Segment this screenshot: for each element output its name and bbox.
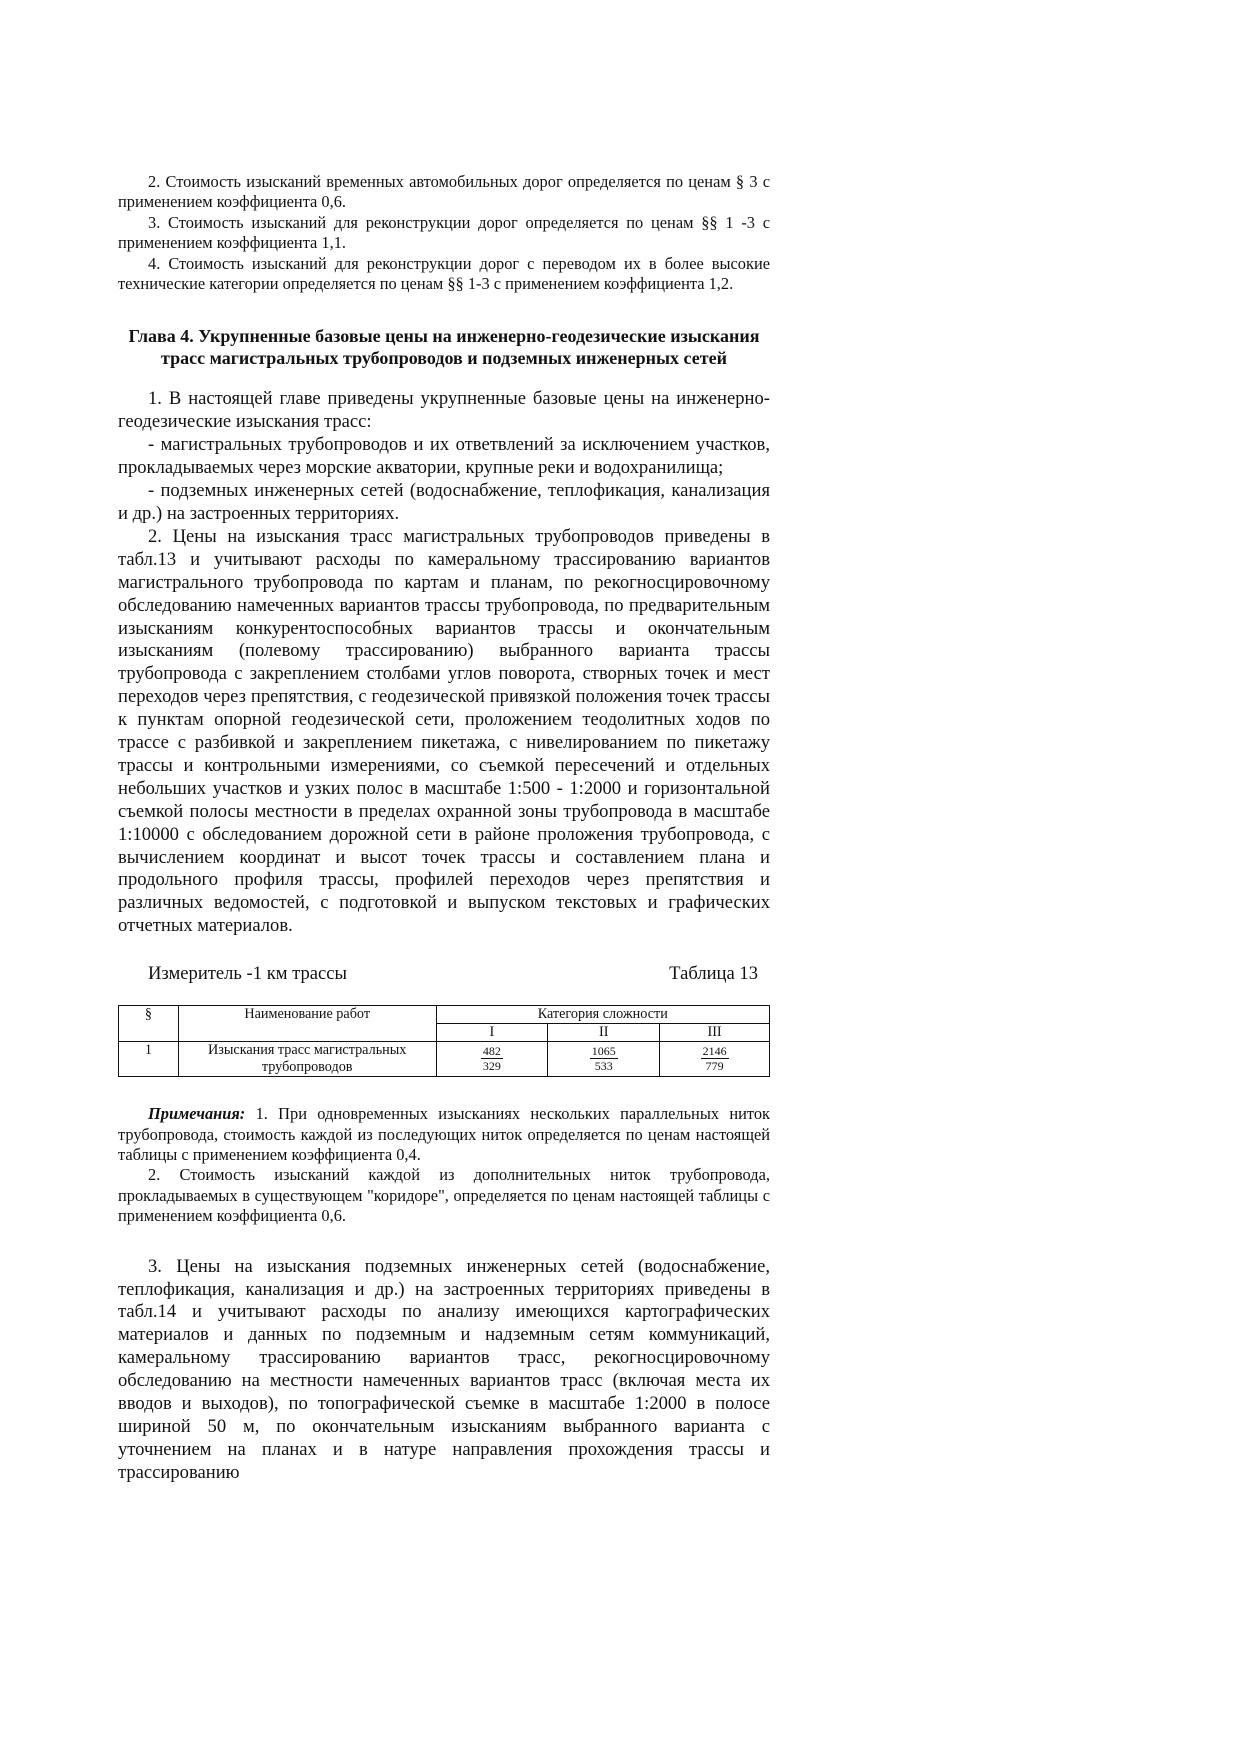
- price-denominator: 779: [705, 1059, 724, 1074]
- body-paragraph: - магистральных трубопроводов и их ответвлений за исключением участков, прокладываемых через морские акватории, крупные реки и водохранилища;: [118, 434, 770, 479]
- header-cat-1: I: [436, 1024, 548, 1042]
- note-paragraph: [118, 1104, 770, 1165]
- price-numerator: 1065: [591, 1044, 616, 1059]
- price-cat-1: [436, 1042, 548, 1077]
- intro-paragraph: 3. Стоимость изысканий для реконструкции дорог определяется по ценам §§ 1 -3 с применением коэффициента 1,1.: [118, 212, 770, 253]
- note-paragraph: 2. Стоимость изысканий каждой из дополнительных ниток трубопровода, прокладываемых в существующем "коридоре", определяется по ценам настоящей таблицы с применением коэффициента 0,6.: [118, 1165, 770, 1226]
- chapter-body: [118, 388, 770, 938]
- price-fraction: [590, 1042, 618, 1073]
- chapter-title: Глава 4. Укрупненные базовые цены на инженерно-геодезические изыскания трасс магистральных трубопроводов и подземных инженерных сетей: [128, 326, 760, 369]
- row-number: 1: [119, 1042, 179, 1077]
- note-text: 1. При одновременных изысканиях нескольких параллельных ниток трубопровода, стоимость каждой из последующих ниток определяется по ценам настоящей таблицы с применением коэффициента 0,4.: [118, 1104, 770, 1164]
- row-work-name: Изыскания трасс магистральных трубопроводов: [178, 1042, 436, 1077]
- price-table: [118, 1005, 770, 1077]
- intro-paragraph: 4. Стоимость изысканий для реконструкции дорог с переводом их в более высокие технические категории определяется по ценам §§ 1-3 с применением коэффициента 1,2.: [118, 253, 770, 294]
- table-row: [119, 1042, 770, 1077]
- intro-paragraph: 2. Стоимость изысканий временных автомобильных дорог определяется по ценам § 3 с применением коэффициента 0,6.: [118, 172, 770, 212]
- header-category: Категория сложности: [436, 1006, 769, 1024]
- price-numerator: 482: [482, 1044, 501, 1059]
- price-numerator: 2146: [702, 1044, 727, 1059]
- notes-label: Примечания:: [148, 1104, 246, 1124]
- price-denominator: 329: [482, 1059, 501, 1074]
- body-paragraph: - подземных инженерных сетей (водоснабжение, теплофикация, канализация и др.) на застроенных территориях.: [118, 480, 770, 524]
- price-fraction: [481, 1042, 503, 1073]
- body-paragraph: 3. Цены на изыскания подземных инженерных сетей (водоснабжение, теплофикация, канализация и др.) на застроенных территориях приведены в табл.14 и учитывают расходы по анализу имеющихся картографических материалов и данных по подземным и надземным сетям коммуникаций, камеральному трассированию вариантов трасс, рекогносцировочному обследованию на местности намеченных вариантов трасс (включая места их вводов и выходов), по топографической съемке в масштабе 1:2000 в полосе шириной 50 м, по окончательным изысканиям выбранного варианта с уточнением на планах и в натуре направления прохождения трассы и трассированию: [118, 1255, 770, 1483]
- body-paragraph: 1. В настоящей главе приведены укрупненные базовые цены на инженерно-геодезические изыскания трасс:: [118, 388, 770, 433]
- document-page: [118, 172, 770, 1485]
- intro-section: [118, 172, 770, 294]
- body-paragraph: 2. Цены на изыскания трасс магистральных трубопроводов приведены в табл.13 и учитывают расходы по камеральному трассированию вариантов магистрального трубопровода по картам и планам, по рекогносцировочному обследованию намеченных вариантов трассы трубопровода, по предварительным изысканиям конкурентоспособных вариантов трассы и окончательным изысканиям (полевому трассированию) выбранного варианта трассы трубопровода с закреплением столбами углов поворота, створных точек и мест переходов через препятствия, с геодезической привязкой положения точек трассы к пунктам опорной геодезической сети, проложением теодолитных ходов по трассе с разбивкой и закреплением пикетажа, с нивелированием по пикетажу трассы и контрольными измерениями, со съемкой пересечений и отдельных небольших участков и узких полос в масштабе 1:500 - 1:2000 и горизонтальной съемкой полосы местности в пределах охранной зоны трубопровода в масштабе 1:10000 с обследованием дорожной сети в районе проложения трубопровода, с вычислением координат и высот точек трассы и составлением плана и продольного профиля трассы, профилей переходов через препятствия и различных ведомостей, с подготовкой и выпуском текстовых и графических отчетных материалов.: [118, 525, 770, 937]
- header-cat-2: II: [548, 1024, 660, 1042]
- price-denominator: 533: [594, 1059, 613, 1074]
- header-cat-3: III: [660, 1024, 770, 1042]
- price-cat-2: [548, 1042, 660, 1077]
- notes-section: [118, 1104, 770, 1226]
- table-label: Таблица 13: [669, 963, 758, 985]
- table-header-row: [119, 1006, 770, 1024]
- price-fraction: [701, 1042, 729, 1073]
- header-work-name: Наименование работ: [178, 1006, 436, 1042]
- part3-section: [118, 1256, 770, 1485]
- measure-unit: Измеритель -1 км трассы: [148, 963, 348, 985]
- table-caption: [118, 962, 770, 985]
- price-cat-3: [660, 1042, 770, 1077]
- header-section: §: [119, 1006, 179, 1042]
